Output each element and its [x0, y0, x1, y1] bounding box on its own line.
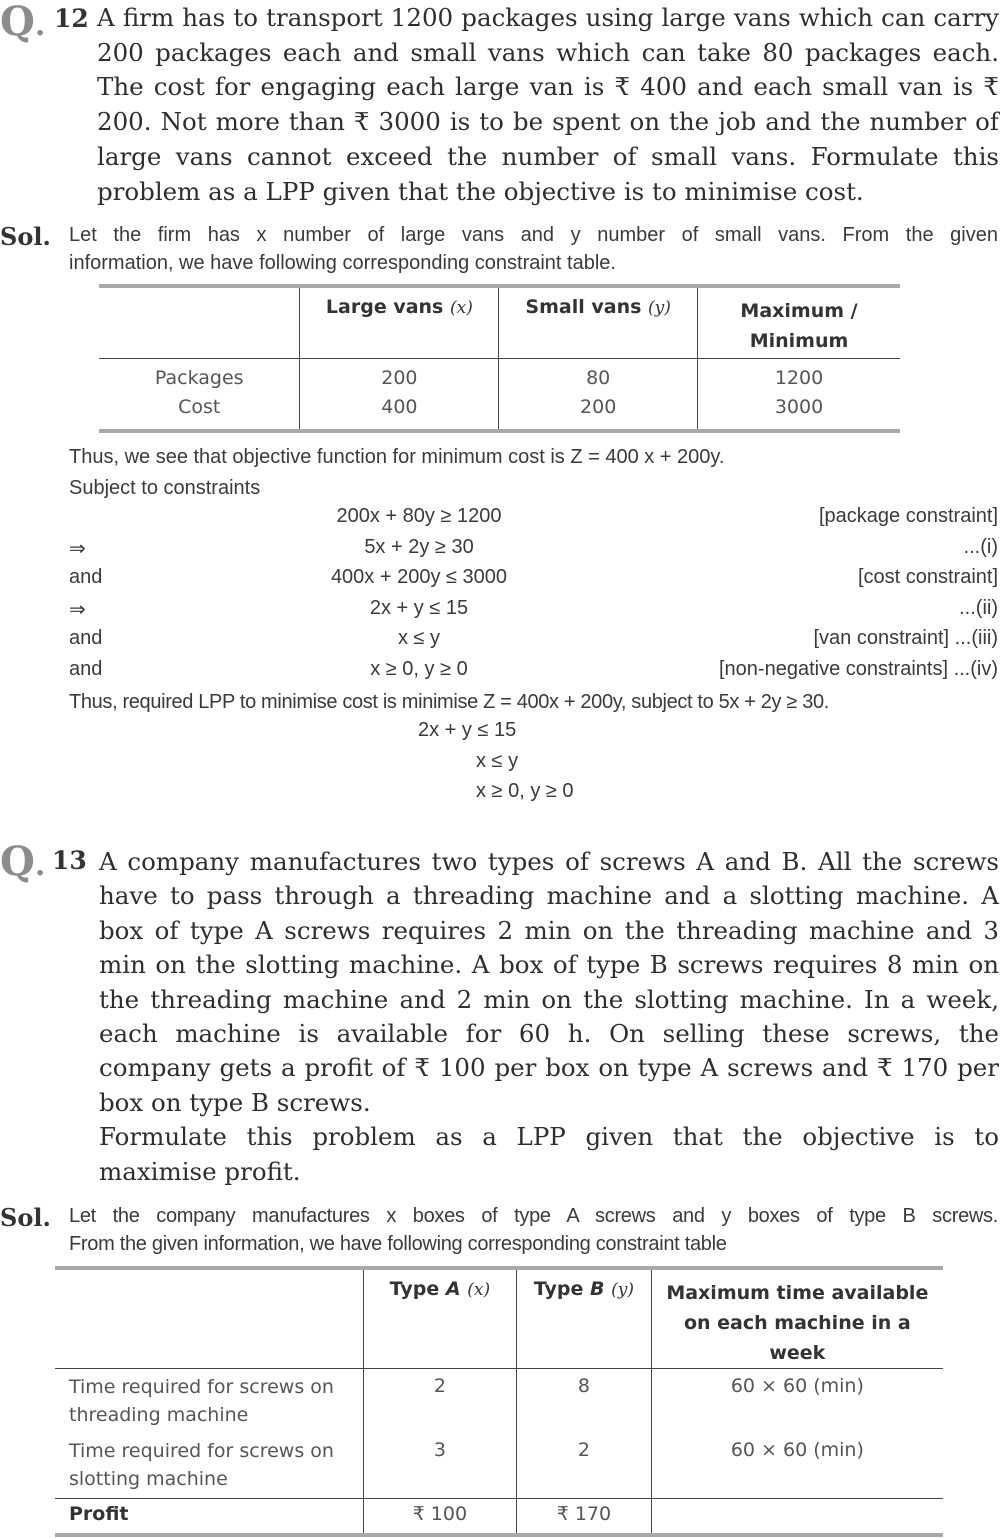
- table-header-type-b: Type B (y): [517, 1268, 652, 1369]
- constraint-note: [van constraint] ...(iii): [813, 627, 998, 649]
- constraint-expr: 2x + y ≤ 15: [369, 597, 469, 619]
- question-line: box of type A screws requires 2 min on the threading machine and 3: [99, 915, 999, 945]
- cell-max-time: 60 × 60 (min): [651, 1433, 943, 1499]
- table-row: [55, 1499, 943, 1535]
- table-header-empty: [99, 286, 300, 358]
- cell-limit: 1200: [698, 358, 900, 395]
- cell-max-time: 60 × 60 (min): [651, 1369, 943, 1433]
- question-line: company gets a profit of ₹ 100 per box on type A screws and ₹ 170 per: [99, 1053, 999, 1083]
- question-line: box on type B screws.: [99, 1087, 371, 1117]
- intro-line: Let the firm has x number of large vans and y number of small vans. From the given: [69, 224, 998, 246]
- cell-large: 400: [300, 395, 499, 431]
- constraint-expr: 5x + 2y ≥ 30: [364, 536, 474, 558]
- cell-type-b: 2: [517, 1433, 652, 1499]
- cell-small: 80: [499, 358, 698, 395]
- solution-label-q13: Sol.: [0, 1203, 51, 1232]
- row-label: Time required for screws on slotting machine: [69, 1439, 334, 1490]
- conclusion-line-q12: Thus, required LPP to minimise cost is minimise Z = 400x + 200y, subject to 5x + 2y ≥ 30.: [69, 691, 830, 713]
- question-line: A firm has to transport 1200 packages using large vans which can carry: [97, 3, 999, 32]
- question-line: 200. Not more than ₹ 3000 is to be spent on the job and the number of: [97, 107, 999, 137]
- final-constraint: x ≤ y: [476, 750, 519, 772]
- constraint-note: ...(ii): [959, 597, 998, 619]
- question-line: min on the slotting machine. A box of type B screws requires 8 min on: [99, 950, 999, 980]
- solution-intro-q12: [69, 222, 998, 277]
- implies-icon: ⇒: [69, 538, 86, 560]
- question-line: maximise profit.: [99, 1156, 301, 1186]
- table-header-small-vans: Small vans (y): [499, 286, 698, 358]
- cell-type-a: 3: [363, 1433, 516, 1499]
- intro-line: information, we have following corresponding constraint table.: [69, 251, 616, 274]
- constraint-prefix: and: [69, 627, 103, 649]
- question-line: 200 packages each and small vans which can take 80 packages each.: [97, 37, 999, 67]
- question-line: each machine is available for 60 h. On selling these screws, the: [99, 1019, 999, 1049]
- cell-small: 200: [499, 395, 698, 431]
- question-line: A company manufactures two types of screws A and B. All the screws: [99, 847, 999, 876]
- cell-large: 200: [300, 358, 499, 395]
- question-number-q13: 13: [52, 846, 87, 875]
- constraint-expr: 200x + 80y ≥ 1200: [336, 505, 502, 527]
- question-marker-q12: Q.: [0, 0, 46, 45]
- objective-line-q12: Thus, we see that objective function for minimum cost is Z = 400 x + 200y.: [69, 446, 725, 468]
- question-line: The cost for engaging each large van is ₹ 400 and each small van is ₹: [97, 72, 999, 102]
- question-line: large vans cannot exceed the number of small vans. Formulate this: [97, 141, 999, 171]
- question-line: Formulate this problem as a LPP given that the objective is to: [99, 1122, 999, 1152]
- row-label: Time required for screws on threading machine: [69, 1376, 334, 1426]
- table-header-max-time: Maximum time available on each machine in a week: [651, 1268, 943, 1369]
- intro-line: From the given information, we have following corresponding constraint table: [69, 1232, 727, 1255]
- constraint-note: [non-negative constraints] ...(iv): [718, 658, 998, 680]
- table-row: [55, 1369, 943, 1433]
- final-constraint: x ≥ 0, y ≥ 0: [476, 780, 574, 802]
- constraint-table-q12: [99, 284, 900, 433]
- question-text-q12: [97, 1, 999, 209]
- implies-icon: ⇒: [69, 599, 86, 621]
- constraint-note: [package constraint]: [819, 505, 998, 527]
- table-row: [55, 1433, 943, 1499]
- question-line: problem as a LPP given that the objective is to minimise cost.: [97, 176, 864, 206]
- table-header-max-min: Maximum / Minimum: [698, 286, 900, 358]
- cell-type-b: ₹ 170: [517, 1499, 652, 1535]
- constraint-table-q13: [55, 1266, 943, 1537]
- question-line: have to pass through a threading machine and a slotting machine. A: [99, 881, 999, 911]
- question-line: the threading machine and 2 min on the slotting machine. In a week,: [99, 984, 999, 1014]
- constraint-expr: 400x + 200y ≤ 3000: [330, 566, 508, 588]
- cell-type-a: 2: [363, 1369, 516, 1433]
- intro-line: Let the company manufactures x boxes of type A screws and y boxes of type B screws.: [69, 1205, 998, 1227]
- constraint-prefix: and: [69, 566, 103, 588]
- table-row: [99, 395, 900, 431]
- cell-max-time: [651, 1499, 943, 1535]
- question-text-q13: [99, 845, 999, 1189]
- final-constraint: 2x + y ≤ 15: [418, 719, 517, 741]
- row-label: Profit: [69, 1503, 129, 1525]
- constraint-note: [cost constraint]: [857, 566, 998, 588]
- constraint-note: ...(i): [963, 536, 998, 558]
- cell-limit: 3000: [698, 395, 900, 431]
- row-label: Cost: [178, 396, 221, 418]
- question-marker-q13: Q.: [0, 838, 46, 885]
- cell-type-a: ₹ 100: [363, 1499, 516, 1535]
- constraint-expr: x ≥ 0, y ≥ 0: [370, 658, 468, 680]
- solution-intro-q13: [69, 1203, 998, 1258]
- table-header-large-vans: Large vans (x): [300, 286, 499, 358]
- table-header-type-a: Type A (x): [363, 1268, 516, 1369]
- constraint-expr: x ≤ y: [397, 627, 441, 649]
- table-header-empty: [55, 1268, 363, 1369]
- table-row: [99, 358, 900, 395]
- row-label: Packages: [154, 366, 244, 389]
- cell-type-b: 8: [517, 1369, 652, 1433]
- subject-line-q12: Subject to constraints: [69, 477, 261, 499]
- solution-label-q12: Sol.: [0, 222, 51, 251]
- constraint-prefix: and: [69, 658, 103, 680]
- question-number-q12: 12: [54, 4, 89, 33]
